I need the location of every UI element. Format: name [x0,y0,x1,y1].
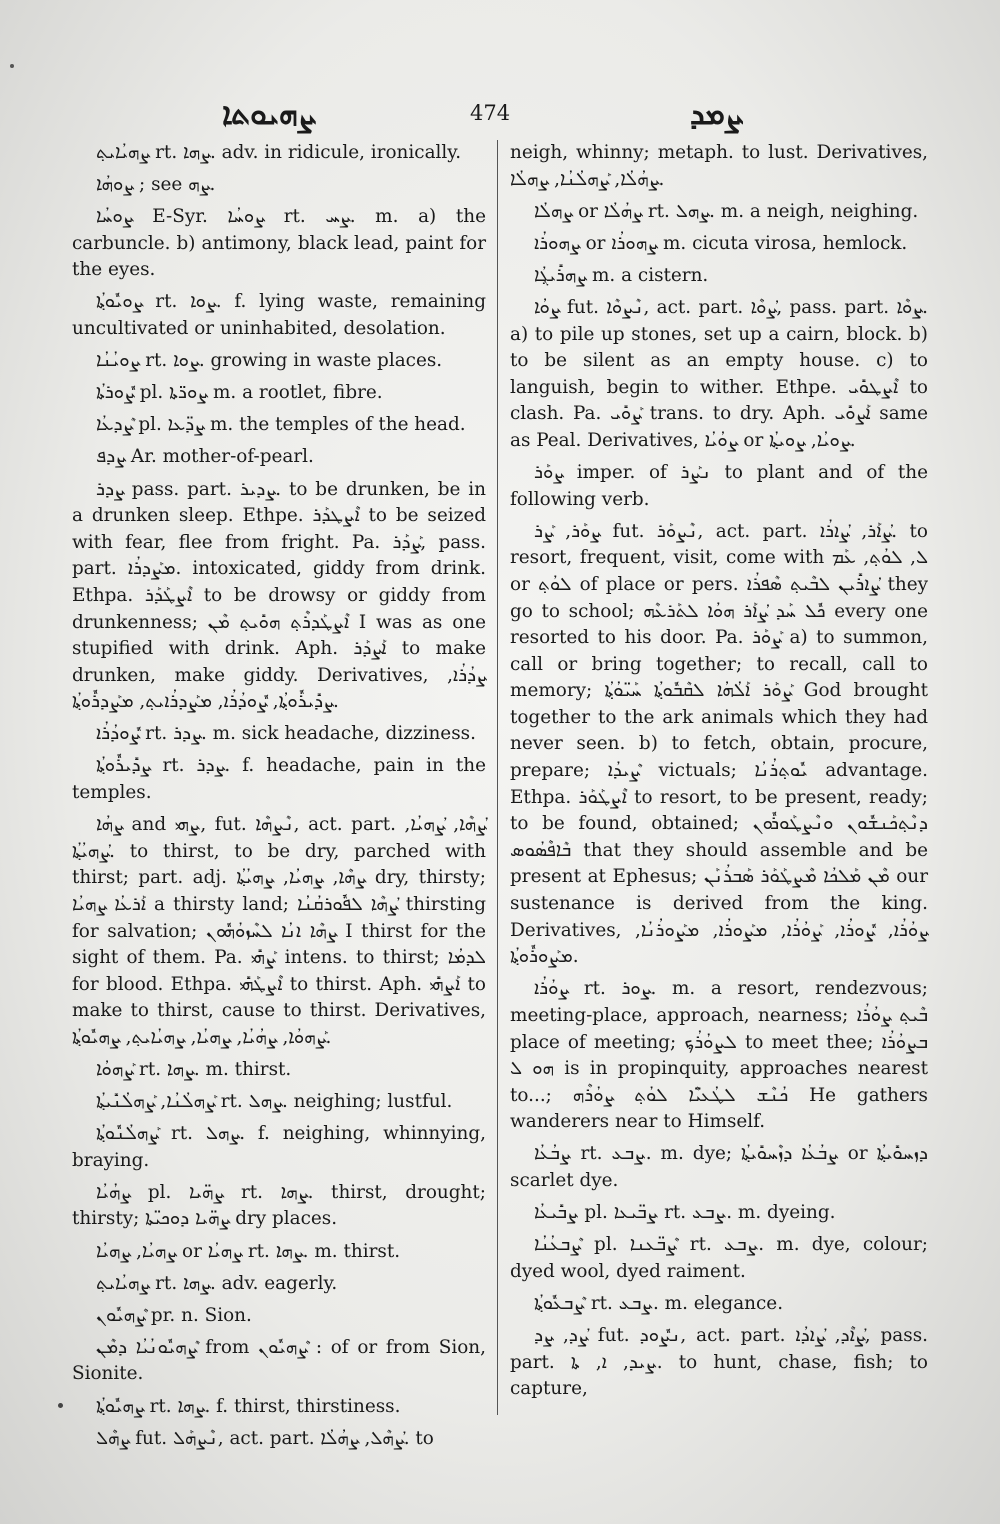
entry: ܨܗܝܳܐ, ܨܗܝܳܐ or ܨܗܝܳܐ rt. ܨܗܐ. m. thirst. [96,1240,401,1262]
entry: ܨܽܘܕܳܪܳܐ rt. ܨܕܪ. m. sick headache, dizziness. [96,723,476,745]
entry: ܨܒܳܥܳܐ rt. ܨܒܥ. m. dye; ܨܒܳܥܳܐ ܕܙܶܚܘܺܝܬ݂ܳܐ or ܕܙܚܘܺܝܬ݂ܳܐ scarlet dye. [510,1143,928,1191]
entry: ܨܶܕܥܳܐ pl. ܨܕ̈ܥܐ m. the temples of the head. [96,414,466,436]
page-number: 474 [470,101,511,125]
entry: ܨܶܗܝܽܘܢ pr. n. Sion. [96,1304,252,1326]
entry: ܨܗܪܺܝܓ݂ܳܐ m. a cistern. [534,264,709,286]
entry: ܨܰܗܠܳܢܳܐ, ܨܰܗܠܳܢܺܝܬ݂ܳܐ rt. ܨܗܠ. neighing; lustful. [96,1091,453,1113]
entry: ܨܶܒܥܳܢܳܐ pl. ܨܶܒ̈ܥܢܐ rt. ܨܒܥ. m. dye, colour; dyed wool, dyed raiment. [510,1234,928,1282]
paper-blemish [10,64,14,68]
entry: ܨܗܘܪܳܐ or ܨܗܘܪܳܐ m. cicuta virosa, hemlock. [534,232,908,254]
entry: ܨܕܦ Ar. mother-of-pearl. [96,446,314,468]
entry: ܨܗܶܠ fut. ܢܶܨܗܰܠ, act. part. ܨܳܗܶܠ, ܨܗܳܠܳܐ. to [96,1427,434,1449]
right-column [510,140,928,1403]
entry: ܨܘܚܳܐ E-Syr. ܨܘܚܳܐ rt. ܨܚ. m. a) the carbuncle. b) antimony, black lead, paint for the eyes. [72,206,486,281]
entry: ܨܗܝܳܐܝܬ݂ rt. ܨܗܐ. adv. in ridicule, ironically. [96,142,462,163]
entry: ܨܘܰܪ imper. of ܢܨܰܪ to plant and of the following verb. [510,462,928,510]
entry: ܨܽܘܪܬܳܐ pl. ܨܘܪ̈ܬܐ m. a rootlet, fibre. [96,382,383,404]
entry: ܨܘܳܐ fut. ܢܶܨܘܶܐ, act. part. ܨܳܘܶܐ, pass. part. ܨܘܶܐ. a) to pile up stones, set up a cairn, block. b) to be silent as an empty house. c) to languish, begin to wither. Ethpe. ܐܶܨܛܘܺܝ to clash. Pa. ܨܰܘܺܝ trans. to dry. Aph. ܐܰܨܘܺܝ same as Peal. Derivatives, ܨܘܳܝܳܐ or ܨܘܝܳܐ, ܨܘܝܬ݂ܳܐ. [510,296,929,451]
entry: ܨܘܗܳܐ ; see ܨܗ. [96,174,216,196]
right-running-headword: ܨܡܕ [690,97,744,132]
entry: ܨܶܗܝܽܘܢܳܝܳܐ ܕܡܶܢ from ܨܶܗܝܽܘܢ : of or from Sion, Sionite. [72,1336,486,1385]
left-running-headword: ܨܗܝܘܬܐ [222,97,314,132]
entry: neigh, whinny; metaph. to lust. Derivatives, ܨܗܳܠܳܐ, ܨܰܗܠܳܢܳܐ, ܨܗܠܳܐ. [510,142,928,190]
entry: ܨܘܝܽܘܬ݂ܳܐ rt. ܨܘܐ. f. lying waste, remaining uncultivated or uninhabited, desolation. [72,291,486,340]
entry: ܨܳܕ, ܨܕ fut. ܢܨܽܘܕ, act. part. ܨܳܐܶܕ, ܨܳܐܕܳܐ, pass. part. ܨܝܕ, ܐ, ܬܐ. to hunt, chase, fish; to capture, [510,1324,928,1400]
entry: ܨܘܝܳܢܳܐ rt. ܨܘܐ. growing in waste places. [96,350,443,372]
entry: ܨܕܪ pass. part. ܨܕܝܪ. to be drunken, be in a drunken sleep. Ethpe. ܐܶܨܛܕܰܪ to be seized with fear, flee from fright. Pa. ܨܰܕܰܪ, pass. part. ܡܨܰܕܪܳܐ. intoxicated, giddy from drink. Ethpa. ܐܶܨܛܰܕܰܪ to be drowsy or giddy from drunkenness; ܐܶܨܛܰܕܪܶܬ݂ ܗܘܺܝܬ݂ ܡܶܢ I was as one stupified with drink. Aph. ܐܰܨܕܰܪ to make drunken, make giddy. Derivatives, ܨܕܳܪܳܐ, ܨܕܺܝܪܽܘܬ݂ܳܐ, ܨܽܘܕܳܪܳܐ, ܡܨܰܕܪܳܐܝܬ݂, ܡܨܰܕܪܽܘܬ݂ܳܐ. [72,478,487,713]
entry: ܨܘܰܪ, ܨܰܪ fut. ܢܶܨܘܰܪ, act. part. ܨܳܐܰܪ, ܨܳܐܪܳܐ. to resort, frequent, visit, come with ܠ, ܠܘܳܬ݂, ܥܰܡ or ܠܘܳܬ݂ of place or pers. ܨܳܐܪܺܝܢ ܠܒܶܝܬ݂ ܣܶܦܪܳܐ they go to school; ܟܽܠ ܚܰܕ ܨܳܐܰܪ ܗܘܳܐ ܠܬܰܪܥܶܗ every one resorted to his door. Pa. ܨܰܘܰܪ a) to summon, call or bring together; to recall, call to memory; ܨܰܘܰܪ ܐܰܠܳܗܳܐ ܠܩܶܒܽܘܬ݂ܳܐ ܚܰܝ̈ܘܳܬ݂ܳܐ God brought together to the ark animals which they had never seen. b) to fetch, obtain, procure, prepare; ܨܶܝܕܳܐ victuals; ܝܽܘܬ݂ܪܳܢܳܐ advantage. Ethpa. ܐܶܨܛܰܘܰܪ to resort, to be present, ready; to be found, obtained; ܕܢܶܬ݂ܟܰܢܫܽܘܢ ܘܢܶܨܛܰܘܪܽܘܢ ܒܶܐܦܶܣܳܘܣ that they should assemble and be present at Ephesus; ܡܶܢ ܡܰܠܟܳܐ ܡܶܨܛܰܘܰܪ ܣܰܒܪܳܢܰܢ our sustenance is derived from the king. Derivatives, ܨܘܳܪܳܐ, ܨܽܘܪܳܐ, ܨܰܘܳܪܳܐ, ܡܨܰܘܪܳܐ, ܡܨܰܘܪܳܢܳܐ, ܡܨܰܘܪܽܘܬ݂ܳܐ. [510,520,929,968]
paper-blemish [58,1403,63,1408]
entry: ܨܒܺܝܥܳܐ pl. ܨܒ̈ܝܥܐ rt. ܨܒܥ. m. dyeing. [534,1202,836,1224]
left-column [72,140,486,1452]
entry: ܨܗܝܳܐܝܬ݂ rt. ܨܗܐ. adv. eagerly. [96,1272,338,1294]
entry: ܨܗܳܐ and ܨܗܝ, fut. ܢܶܨܗܶܐ, act. part. ܨܳܗܶܐ, ܨܳܗܝܳܐ, ܨܳܗܝܳܬ݂ܳܐ. to thirst, to be dry, parched with thirst; part. adj. ܨܗܶܐ, ܨܗܝܳܐ, ܨܗܝܳܬ݂ܳܐ dry, thirsty; ܐܰܪܥܳܐ ܨܗܝܳܐ a thirsty land; ܨܳܗܶܐ ܠܦܽܘܪܩܳܢܳܐ thirsting for salvation; ܨܗܶܐ ܐܢܳܐ ܠܚܶܙܘܳܗܽܘܢ I thirst for the sight of them. Pa. ܨܰܗܺܝ intens. to thirst; ܠܕܡܳܐ for blood. Ethpa. ܐܶܨܛܰܗܺܝ to thirst. Aph. ܐܰܨܗܺܝ to make to thirst, cause to thirst. Derivatives, ܨܰܗܘܳܐ, ܨܗܳܝܳܐ, ܨܗܝܳܐ, ܨܗܝܳܐܝܬ݂, ܨܗܝܽܘܬ݂ܳܐ. [72,814,487,1048]
entry: ܨܕܺܝܪܽܘܬ݂ܳܐ rt. ܨܕܪ. f. headache, pain in the temples. [72,755,486,804]
page-header [0,95,1000,135]
entry: ܨܗܳܝܳܐ pl. ܨܗ̈ܝܐ rt. ܨܗܐ. thirst, drought; thirsty; ܨܗ̈ܝܐ ܕܘܟܝ̈ܬܐ dry places. [72,1181,486,1230]
entry: ܨܰܗܘܳܐ rt. ܨܗܐ. m. thirst. [96,1059,292,1080]
entry: ܨܗܠܳܐ or ܨܗܳܠܳܐ rt. ܨܗܠ. m. a neigh, neighing. [534,200,919,222]
column-divider [497,140,498,1415]
entry: ܨܘܳܪܳܐ rt. ܨܘܪ. m. a resort, rendezvous; meeting-place, approach, nearness; ܒܶܝܬ݂ ܨܘܳܪܳܐ place of meeting; ܠܨܘܳܪܳܟ݂ to meet thee; ܒܨܘܳܪܳܐ ܗܘ ܠ is in propinquity, approaches nearest to...; ܟܳܢܶܫ ܠܛܳܥܝ̈ܶܐ ܠܘܳܬ݂ ܨܘܳܪܶܗ He gathers wanderers near to Himself. [510,978,929,1133]
entry: ܨܶܒܥܽܘܬ݂ܳܐ rt. ܨܒܥ. m. elegance. [534,1292,784,1314]
entry: ܨܰܗܠܳܢܽܘܬ݂ܳܐ rt. ܨܗܠ. f. neighing, whinnying, braying. [72,1123,486,1171]
entry: ܨܗܝܽܘܬ݂ܳܐ rt. ܨܗܐ. f. thirst, thirstiness. [96,1395,401,1417]
